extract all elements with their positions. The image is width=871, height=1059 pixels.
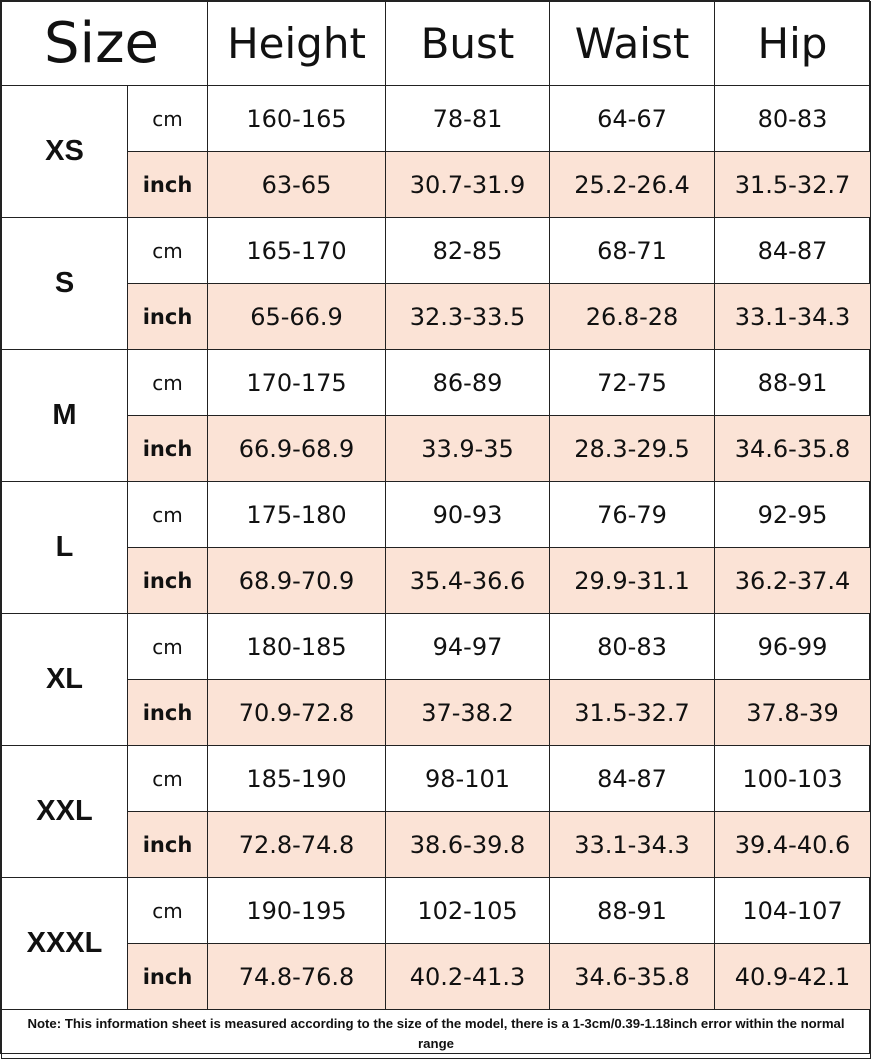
bust-inch-value: 37-38.2 (386, 680, 550, 746)
height-cm-value: 170-175 (208, 350, 386, 416)
bust-inch-value: 30.7-31.9 (386, 152, 550, 218)
unit-label-inch: inch (128, 548, 208, 614)
waist-inch-value: 28.3-29.5 (550, 416, 715, 482)
table-row (2, 416, 871, 482)
table-row (2, 152, 871, 218)
table-row (2, 812, 871, 878)
hip-inch-value: 34.6-35.8 (715, 416, 871, 482)
table-row (2, 482, 871, 548)
height-cm-value: 180-185 (208, 614, 386, 680)
bust-inch-value: 38.6-39.8 (386, 812, 550, 878)
hip-inch-value: 40.9-42.1 (715, 944, 871, 1010)
bust-cm-value: 98-101 (386, 746, 550, 812)
unit-label-cm: cm (128, 350, 208, 416)
size-table (1, 1, 871, 1059)
size-label: XL (2, 614, 128, 746)
hip-inch-value: 36.2-37.4 (715, 548, 871, 614)
waist-header: Waist (550, 2, 715, 86)
hip-inch-value: 31.5-32.7 (715, 152, 871, 218)
bust-inch-value: 33.9-35 (386, 416, 550, 482)
table-row (2, 944, 871, 1010)
table-row (2, 86, 871, 152)
height-cm-value: 175-180 (208, 482, 386, 548)
size-label: S (2, 218, 128, 350)
table-row (2, 350, 871, 416)
waist-cm-value: 88-91 (550, 878, 715, 944)
height-cm-value: 190-195 (208, 878, 386, 944)
hip-header: Hip (715, 2, 871, 86)
bust-cm-value: 94-97 (386, 614, 550, 680)
hip-inch-value: 39.4-40.6 (715, 812, 871, 878)
bust-cm-value: 102-105 (386, 878, 550, 944)
size-label: XXL (2, 746, 128, 878)
unit-label-inch: inch (128, 680, 208, 746)
bust-cm-value: 82-85 (386, 218, 550, 284)
waist-cm-value: 68-71 (550, 218, 715, 284)
unit-label-inch: inch (128, 812, 208, 878)
size-label: L (2, 482, 128, 614)
height-inch-value: 66.9-68.9 (208, 416, 386, 482)
size-rows (2, 86, 871, 1010)
bust-cm-value: 86-89 (386, 350, 550, 416)
size-label: M (2, 350, 128, 482)
unit-label-inch: inch (128, 944, 208, 1010)
height-inch-value: 74.8-76.8 (208, 944, 386, 1010)
size-label: XXXL (2, 878, 128, 1010)
unit-label-cm: cm (128, 86, 208, 152)
waist-cm-value: 76-79 (550, 482, 715, 548)
size-label: XS (2, 86, 128, 218)
waist-inch-value: 29.9-31.1 (550, 548, 715, 614)
bust-inch-value: 32.3-33.5 (386, 284, 550, 350)
bust-cm-value: 78-81 (386, 86, 550, 152)
table-row (2, 878, 871, 944)
height-inch-value: 68.9-70.9 (208, 548, 386, 614)
table-row (2, 614, 871, 680)
hip-cm-value: 80-83 (715, 86, 871, 152)
hip-cm-value: 92-95 (715, 482, 871, 548)
unit-label-cm: cm (128, 746, 208, 812)
waist-cm-value: 72-75 (550, 350, 715, 416)
bust-inch-value: 40.2-41.3 (386, 944, 550, 1010)
size-header: Size (2, 2, 208, 86)
waist-inch-value: 26.8-28 (550, 284, 715, 350)
height-inch-value: 72.8-74.8 (208, 812, 386, 878)
height-inch-value: 65-66.9 (208, 284, 386, 350)
unit-label-inch: inch (128, 152, 208, 218)
height-cm-value: 185-190 (208, 746, 386, 812)
table-row (2, 218, 871, 284)
table-row (2, 548, 871, 614)
waist-inch-value: 25.2-26.4 (550, 152, 715, 218)
hip-cm-value: 96-99 (715, 614, 871, 680)
table-row (2, 746, 871, 812)
height-cm-value: 165-170 (208, 218, 386, 284)
height-inch-value: 70.9-72.8 (208, 680, 386, 746)
waist-cm-value: 84-87 (550, 746, 715, 812)
unit-label-inch: inch (128, 416, 208, 482)
unit-label-cm: cm (128, 878, 208, 944)
unit-label-inch: inch (128, 284, 208, 350)
hip-cm-value: 88-91 (715, 350, 871, 416)
table-row (2, 284, 871, 350)
hip-inch-value: 33.1-34.3 (715, 284, 871, 350)
waist-cm-value: 80-83 (550, 614, 715, 680)
hip-inch-value: 37.8-39 (715, 680, 871, 746)
waist-inch-value: 31.5-32.7 (550, 680, 715, 746)
waist-inch-value: 34.6-35.8 (550, 944, 715, 1010)
height-inch-value: 63-65 (208, 152, 386, 218)
table-row (2, 680, 871, 746)
measurement-note: Note: This information sheet is measured according to the size of the model, there is a 1-3cm/0.39-1.18inch error within the normal range (2, 1010, 871, 1059)
header-row (2, 2, 871, 86)
hip-cm-value: 84-87 (715, 218, 871, 284)
unit-label-cm: cm (128, 482, 208, 548)
height-header: Height (208, 2, 386, 86)
waist-cm-value: 64-67 (550, 86, 715, 152)
unit-label-cm: cm (128, 614, 208, 680)
height-cm-value: 160-165 (208, 86, 386, 152)
note-row (2, 1010, 871, 1059)
bust-cm-value: 90-93 (386, 482, 550, 548)
bust-header: Bust (386, 2, 550, 86)
hip-cm-value: 104-107 (715, 878, 871, 944)
unit-label-cm: cm (128, 218, 208, 284)
hip-cm-value: 100-103 (715, 746, 871, 812)
bust-inch-value: 35.4-36.6 (386, 548, 550, 614)
waist-inch-value: 33.1-34.3 (550, 812, 715, 878)
